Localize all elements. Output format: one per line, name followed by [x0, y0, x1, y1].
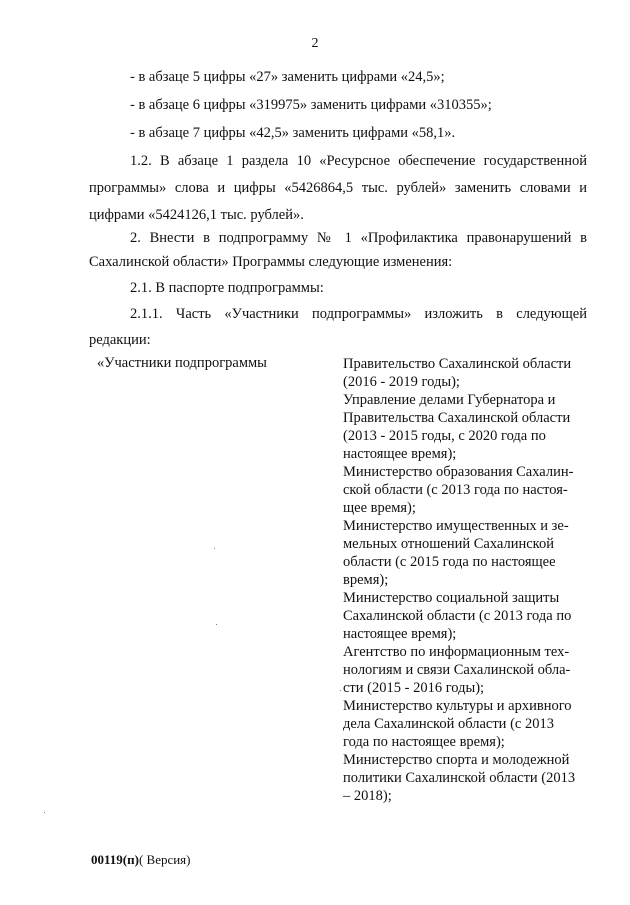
entry-line: Министерство социальной защиты [343, 590, 560, 606]
scan-speck [340, 690, 341, 691]
entry-line: ской области (с 2013 года по настоя- [343, 482, 568, 498]
para-1-2-line-2 [89, 179, 587, 197]
amendment-line-2: - в абзаце 6 цифры «319975» заменить цифрами «310355»; [130, 97, 492, 113]
para-1-2-text-2: программы» слова и цифры «5426864,5 тыс. рублей» заменить словами и [89, 180, 587, 196]
participant-entry [343, 697, 583, 751]
footer-code: 00119(п) [91, 852, 139, 867]
entry-line: Министерство имущественных и зе- [343, 518, 569, 534]
para-1-2-text-1: 1.2. В абзаце 1 раздела 10 «Ресурсное обеспечение государственной [130, 153, 587, 169]
participant-entry [343, 643, 583, 697]
para-2-line-2: Сахалинской области» Программы следующие изменения: [89, 254, 453, 270]
entry-line: Министерство спорта и молодежной [343, 752, 570, 768]
entry-line: – 2018); [343, 788, 392, 804]
entry-line: настоящее время); [343, 446, 457, 462]
entry-line: настоящее время); [343, 626, 457, 642]
entry-line: политики Сахалинской области (2013 [343, 770, 576, 786]
participant-entry [343, 391, 583, 463]
footer-suffix: ( Версия) [138, 852, 191, 867]
participant-entry [343, 517, 583, 589]
document-footer [91, 852, 191, 868]
entry-line: Управление делами Губернатора и [343, 392, 556, 408]
entry-line: (2013 - 2015 годы, с 2020 года по [343, 428, 546, 444]
entry-line: Министерство культуры и архивного [343, 698, 572, 714]
entry-line: Правительства Сахалинской области [343, 410, 571, 426]
amendment-line-1: - в абзаце 5 цифры «27» заменить цифрами «24,5»; [130, 69, 445, 85]
para-2-line-1 [130, 229, 587, 247]
entry-line: дела Сахалинской области (с 2013 [343, 716, 554, 732]
para-2-1-1-line-1 [130, 305, 587, 323]
entry-line: (2016 - 2019 годы); [343, 374, 460, 390]
para-1-2-line-3: цифрами «5424126,1 тыс. рублей». [89, 207, 304, 223]
entry-line: Министерство образования Сахалин- [343, 464, 574, 480]
amendment-line-3: - в абзаце 7 цифры «42,5» заменить цифрами «58,1». [130, 125, 456, 141]
entry-line: сти (2015 - 2016 годы); [343, 680, 485, 696]
entry-line: время); [343, 572, 389, 588]
page-number: 2 [311, 36, 319, 51]
participant-entry [343, 589, 583, 643]
para-2-1-1-text-1: 2.1.1. Часть «Участники подпрограммы» изложить в следующей [130, 306, 587, 322]
scan-speck [216, 624, 217, 625]
entry-line: области (с 2015 года по настоящее [343, 554, 556, 570]
scan-speck [44, 812, 45, 813]
participant-entry [343, 355, 583, 391]
para-1-2-line-1 [130, 152, 587, 170]
table-left-label: «Участники подпрограммы [97, 355, 267, 371]
entry-line: мельных отношений Сахалинской [343, 536, 554, 552]
para-2-1-1-line-2: редакции: [89, 332, 151, 348]
entry-line: Сахалинской области (с 2013 года по [343, 608, 572, 624]
scan-speck [214, 548, 215, 549]
entry-line: щее время); [343, 500, 416, 516]
participants-list [343, 355, 583, 805]
participant-entry [343, 463, 583, 517]
para-2-text-1: 2. Внести в подпрограмму № 1 «Профилактика правонарушений в [130, 230, 587, 246]
entry-line: Агентство по информационным тех- [343, 644, 570, 660]
participant-entry [343, 751, 583, 805]
entry-line: года по настоящее время); [343, 734, 505, 750]
entry-line: Правительство Сахалинской области [343, 356, 572, 372]
entry-line: нологиям и связи Сахалинской обла- [343, 662, 571, 678]
para-2-1: 2.1. В паспорте подпрограммы: [130, 280, 324, 296]
